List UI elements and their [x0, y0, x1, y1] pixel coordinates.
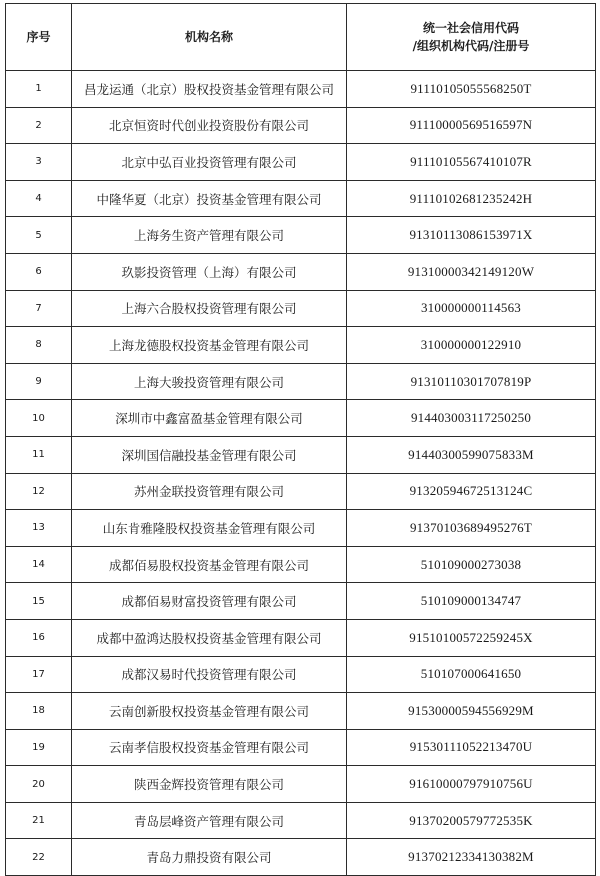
credit-code: 91110000569516597N [347, 107, 596, 144]
row-index: 18 [6, 693, 72, 730]
header-code [347, 4, 596, 71]
institution-name: 玖影投资管理（上海）有限公司 [72, 253, 347, 290]
row-index: 11 [6, 436, 72, 473]
institution-name: 北京恒资时代创业投资股份有限公司 [72, 107, 347, 144]
table-row [6, 400, 596, 437]
document-page [5, 3, 595, 868]
table-row [6, 656, 596, 693]
table-body [6, 71, 596, 876]
row-index: 15 [6, 583, 72, 620]
table-row [6, 546, 596, 583]
row-index: 4 [6, 180, 72, 217]
credit-code: 91370103689495276T [347, 510, 596, 547]
table-row [6, 290, 596, 327]
institution-name: 山东肯雅隆股权投资基金管理有限公司 [72, 510, 347, 547]
credit-code: 91530000594556929M [347, 693, 596, 730]
table-row [6, 510, 596, 547]
institution-name: 成都佰易股权投资基金管理有限公司 [72, 546, 347, 583]
table-row [6, 436, 596, 473]
table-header [6, 4, 596, 71]
credit-code: 91510100572259245X [347, 619, 596, 656]
institution-name: 上海务生资产管理有限公司 [72, 217, 347, 254]
credit-code: 310000000114563 [347, 290, 596, 327]
institution-name: 成都汉易时代投资管理有限公司 [72, 656, 347, 693]
table-row [6, 180, 596, 217]
table-row [6, 363, 596, 400]
row-index: 5 [6, 217, 72, 254]
institution-name: 陕西金辉投资管理有限公司 [72, 766, 347, 803]
row-index: 10 [6, 400, 72, 437]
table-row [6, 583, 596, 620]
credit-code: 91310000342149120W [347, 253, 596, 290]
header-code-line1: 统一社会信用代码 [422, 21, 519, 35]
table-row [6, 766, 596, 803]
institution-name: 深圳市中鑫富盈基金管理有限公司 [72, 400, 347, 437]
row-index: 19 [6, 729, 72, 766]
credit-code: 510109000134747 [347, 583, 596, 620]
header-code-line2: /组织机构代码/注册号 [412, 39, 530, 53]
table-row [6, 107, 596, 144]
credit-code: 91370200579772535K [347, 802, 596, 839]
row-index: 6 [6, 253, 72, 290]
credit-code: 91110102681235242H [347, 180, 596, 217]
institution-table [5, 3, 596, 876]
row-index: 16 [6, 619, 72, 656]
row-index: 9 [6, 363, 72, 400]
credit-code: 91530111052213470U [347, 729, 596, 766]
institution-name: 云南孝信股权投资基金管理有限公司 [72, 729, 347, 766]
institution-name: 成都佰易财富投资管理有限公司 [72, 583, 347, 620]
credit-code: 91110105055568250T [347, 71, 596, 108]
row-index: 20 [6, 766, 72, 803]
header-name: 机构名称 [72, 4, 347, 71]
row-index: 2 [6, 107, 72, 144]
row-index: 14 [6, 546, 72, 583]
row-index: 1 [6, 71, 72, 108]
institution-name: 昌龙运通（北京）股权投资基金管理有限公司 [72, 71, 347, 108]
row-index: 8 [6, 327, 72, 364]
header-row [6, 4, 596, 71]
table-row [6, 693, 596, 730]
institution-name: 上海龙德股权投资基金管理有限公司 [72, 327, 347, 364]
row-index: 13 [6, 510, 72, 547]
credit-code: 310000000122910 [347, 327, 596, 364]
row-index: 21 [6, 802, 72, 839]
institution-name: 上海大骏投资管理有限公司 [72, 363, 347, 400]
table-row [6, 802, 596, 839]
row-index: 17 [6, 656, 72, 693]
credit-code: 914403003117250250 [347, 400, 596, 437]
institution-name: 中隆华夏（北京）投资基金管理有限公司 [72, 180, 347, 217]
table-row [6, 619, 596, 656]
credit-code: 91370212334130382M [347, 839, 596, 876]
credit-code: 91310110301707819P [347, 363, 596, 400]
institution-name: 青岛层峰资产管理有限公司 [72, 802, 347, 839]
row-index: 22 [6, 839, 72, 876]
credit-code: 91310113086153971X [347, 217, 596, 254]
table-row [6, 729, 596, 766]
credit-code: 91110105567410107R [347, 144, 596, 181]
institution-name: 上海六合股权投资管理有限公司 [72, 290, 347, 327]
institution-name: 云南创新股权投资基金管理有限公司 [72, 693, 347, 730]
row-index: 7 [6, 290, 72, 327]
header-index: 序号 [6, 4, 72, 71]
table-row [6, 253, 596, 290]
table-row [6, 839, 596, 876]
credit-code: 91320594672513124C [347, 473, 596, 510]
table-row [6, 327, 596, 364]
credit-code: 510109000273038 [347, 546, 596, 583]
row-index: 3 [6, 144, 72, 181]
institution-name: 青岛力鼎投资有限公司 [72, 839, 347, 876]
table-row [6, 71, 596, 108]
table-row [6, 217, 596, 254]
table-row [6, 473, 596, 510]
institution-name: 成都中盈鸿达股权投资基金管理有限公司 [72, 619, 347, 656]
credit-code: 91610000797910756U [347, 766, 596, 803]
credit-code: 91440300599075833M [347, 436, 596, 473]
institution-name: 苏州金联投资管理有限公司 [72, 473, 347, 510]
table-row [6, 144, 596, 181]
row-index: 12 [6, 473, 72, 510]
institution-name: 北京中弘百业投资管理有限公司 [72, 144, 347, 181]
institution-name: 深圳国信融投基金管理有限公司 [72, 436, 347, 473]
credit-code: 510107000641650 [347, 656, 596, 693]
